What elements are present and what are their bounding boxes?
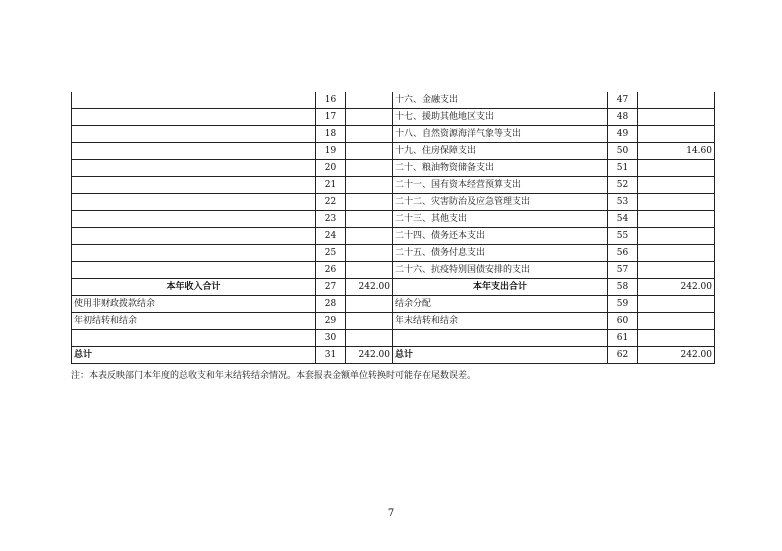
expense-amount-cell [638,160,715,177]
income-item-cell [72,262,316,279]
expense-item-cell: 十八、自然资源海洋气象等支出 [393,126,608,143]
table-row [72,228,715,245]
income-item-cell [72,228,316,245]
expense-item-cell: 十九、住房保障支出 [393,143,608,160]
expense-amount-cell [638,313,715,330]
expense-item-cell: 二十六、抗疫特别国债安排的支出 [393,262,608,279]
income-item-cell [72,177,316,194]
expense-item-cell: 结余分配 [393,296,608,313]
income-amount-cell [346,92,393,109]
table-row [72,177,715,194]
expense-line-no-cell: 62 [608,347,638,364]
table-row [72,143,715,160]
expense-amount-cell [638,245,715,262]
income-item-cell: 总计 [72,347,316,364]
expense-amount-cell [638,92,715,109]
budget-table [71,92,715,364]
income-line-no-cell: 29 [316,313,346,330]
income-amount-cell [346,228,393,245]
income-line-no-cell: 17 [316,109,346,126]
table-row [72,211,715,228]
income-amount-cell [346,109,393,126]
expense-line-no-cell: 53 [608,194,638,211]
income-item-cell [72,160,316,177]
expense-item-cell: 二十五、债务付息支出 [393,245,608,262]
table-row [72,245,715,262]
table-row [72,296,715,313]
income-amount-cell [346,211,393,228]
income-item-cell [72,211,316,228]
expense-amount-cell [638,194,715,211]
income-amount-cell [346,330,393,347]
income-amount-cell: 242.00 [346,347,393,364]
table-row [72,279,715,296]
income-amount-cell [346,177,393,194]
expense-amount-cell [638,211,715,228]
table-body [72,92,715,364]
expense-item-cell [393,330,608,347]
income-item-cell [72,194,316,211]
expense-line-no-cell: 55 [608,228,638,245]
income-amount-cell: 242.00 [346,279,393,296]
expense-line-no-cell: 60 [608,313,638,330]
table-row [72,347,715,364]
income-amount-cell [346,126,393,143]
income-line-no-cell: 28 [316,296,346,313]
income-item-cell [72,143,316,160]
expense-amount-cell [638,330,715,347]
income-line-no-cell: 24 [316,228,346,245]
income-line-no-cell: 31 [316,347,346,364]
expense-amount-cell [638,262,715,279]
expense-item-cell: 年末结转和结余 [393,313,608,330]
expense-line-no-cell: 56 [608,245,638,262]
income-line-no-cell: 16 [316,92,346,109]
expense-line-no-cell: 49 [608,126,638,143]
income-amount-cell [346,194,393,211]
income-line-no-cell: 21 [316,177,346,194]
expense-amount-cell [638,126,715,143]
income-item-cell: 年初结转和结余 [72,313,316,330]
expense-amount-cell [638,296,715,313]
expense-item-cell: 总计 [393,347,608,364]
expense-amount-cell [638,177,715,194]
expense-item-cell: 十六、金融支出 [393,92,608,109]
expense-amount-cell: 242.00 [638,279,715,296]
expense-amount-cell [638,228,715,245]
expense-item-cell: 二十三、其他支出 [393,211,608,228]
income-amount-cell [346,296,393,313]
income-line-no-cell: 20 [316,160,346,177]
expense-item-cell: 二十一、国有资本经营预算支出 [393,177,608,194]
table-row [72,92,715,109]
income-amount-cell [346,143,393,160]
expense-line-no-cell: 50 [608,143,638,160]
income-amount-cell [346,245,393,262]
table-row [72,160,715,177]
income-line-no-cell: 25 [316,245,346,262]
table-row [72,126,715,143]
table-row [72,109,715,126]
income-amount-cell [346,262,393,279]
income-line-no-cell: 22 [316,194,346,211]
expense-item-cell: 二十、粮油物资储备支出 [393,160,608,177]
expense-line-no-cell: 48 [608,109,638,126]
income-line-no-cell: 26 [316,262,346,279]
expense-line-no-cell: 54 [608,211,638,228]
income-item-cell [72,109,316,126]
expense-item-cell: 本年支出合计 [393,279,608,296]
expense-line-no-cell: 58 [608,279,638,296]
expense-line-no-cell: 57 [608,262,638,279]
income-item-cell [72,330,316,347]
expense-amount-cell: 242.00 [638,347,715,364]
expense-item-cell: 二十四、债务还本支出 [393,228,608,245]
expense-line-no-cell: 61 [608,330,638,347]
expense-amount-cell: 14.60 [638,143,715,160]
expense-line-no-cell: 47 [608,92,638,109]
table-row [72,194,715,211]
income-item-cell [72,245,316,262]
table-row [72,313,715,330]
income-line-no-cell: 23 [316,211,346,228]
expense-item-cell: 十七、援助其他地区支出 [393,109,608,126]
income-line-no-cell: 30 [316,330,346,347]
expense-amount-cell [638,109,715,126]
table-row [72,262,715,279]
income-item-cell [72,126,316,143]
income-line-no-cell: 18 [316,126,346,143]
income-item-cell: 本年收入合计 [72,279,316,296]
expense-line-no-cell: 59 [608,296,638,313]
income-item-cell [72,92,316,109]
expense-line-no-cell: 51 [608,160,638,177]
expense-line-no-cell: 52 [608,177,638,194]
income-amount-cell [346,313,393,330]
income-line-no-cell: 27 [316,279,346,296]
table-note: 注：本表反映部门本年度的总收支和年末结转结余情况。本套报表金额单位转换时可能存在尾数误差。 [71,371,477,381]
table-row [72,330,715,347]
income-item-cell: 使用非财政拨款结余 [72,296,316,313]
expense-item-cell: 二十二、灾害防治及应急管理支出 [393,194,608,211]
page-number: 7 [387,508,395,519]
income-line-no-cell: 19 [316,143,346,160]
income-amount-cell [346,160,393,177]
